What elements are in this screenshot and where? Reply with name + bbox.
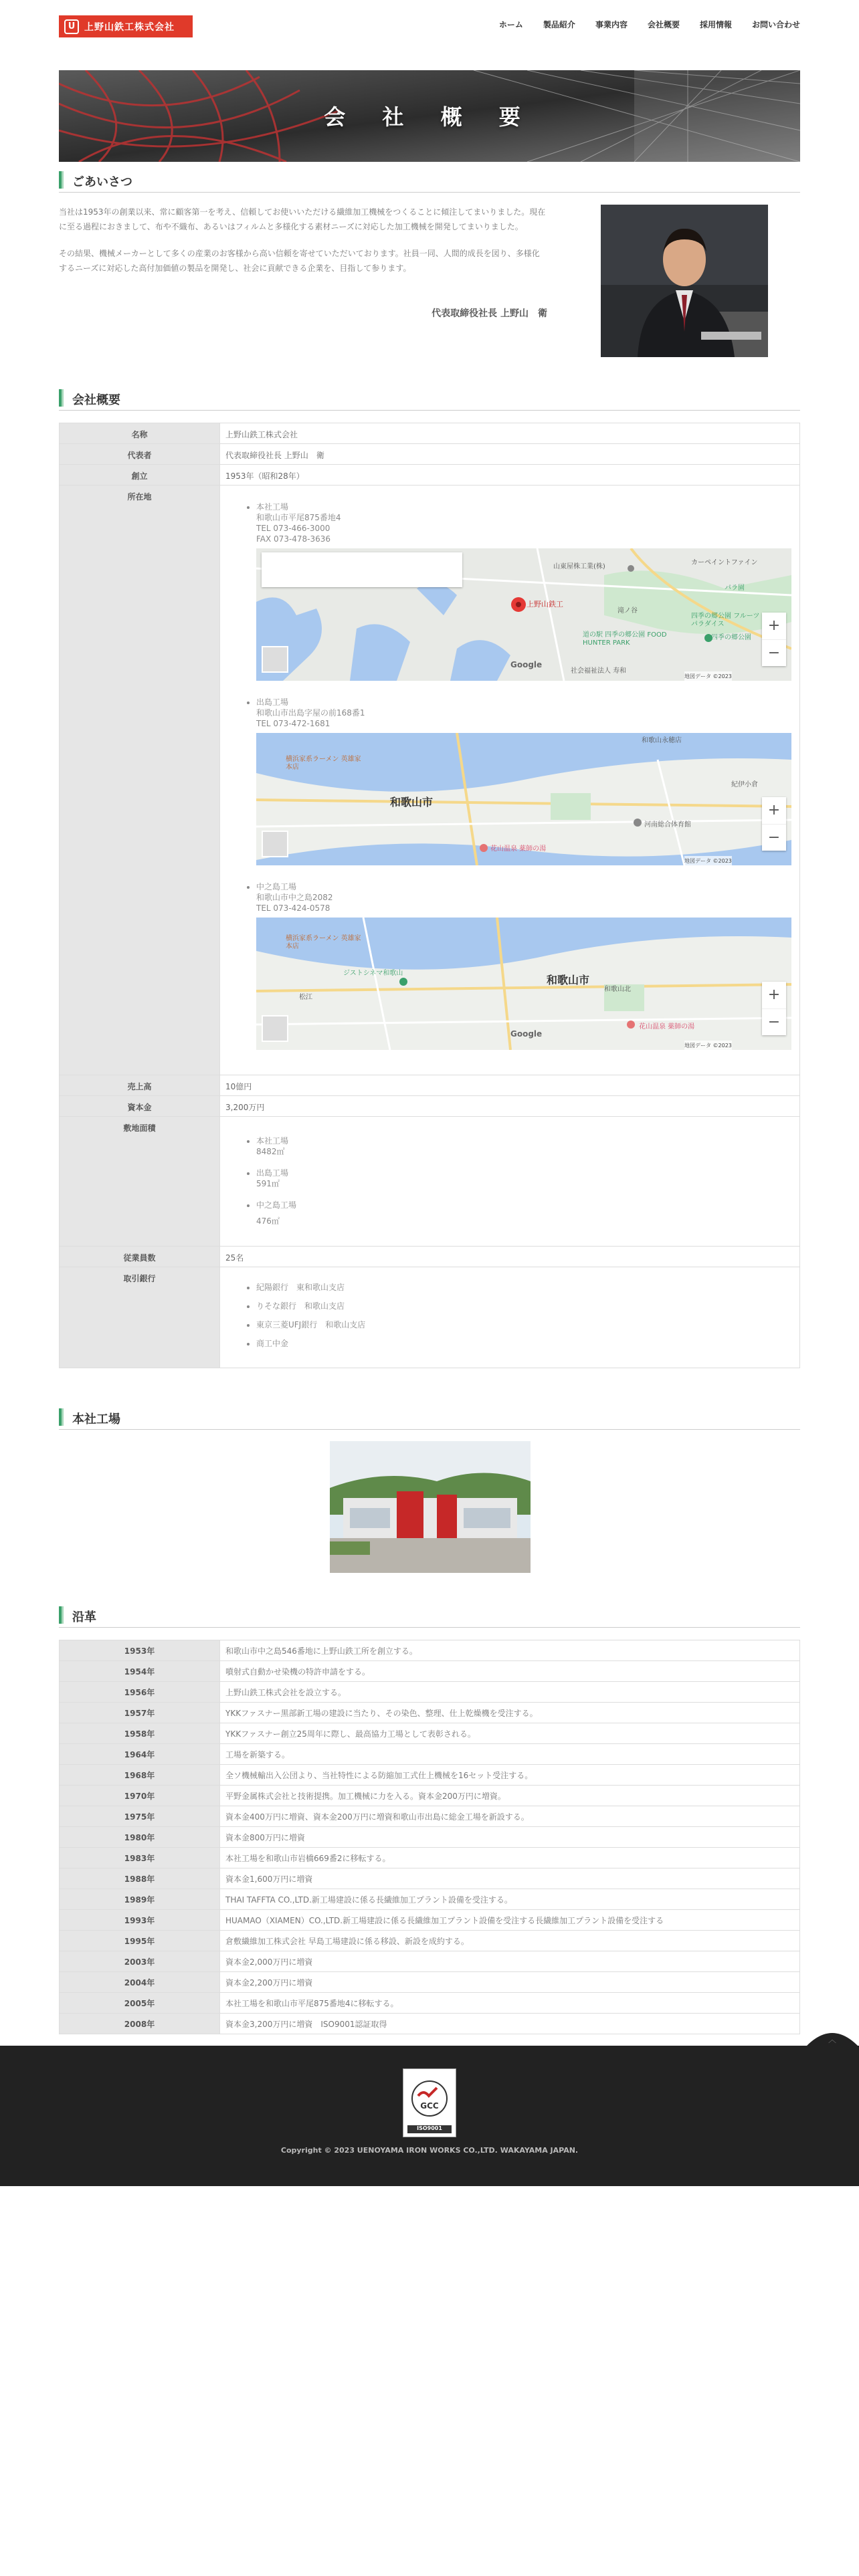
main-nav bbox=[499, 19, 800, 30]
greeting-paragraph-2: その結果、機械メーカーとして多くの産業のお客様から高い信頼を寄せていただいております。社員一同、人間的成長を図り、多様化するニーズに対応した高付加価値の製品を開発し、社会に貢献できる企業を、目指して参ります。 bbox=[59, 249, 540, 273]
history-year: 2008年 bbox=[60, 2014, 220, 2034]
history-event: 和歌山市中之島546番地に上野山鉄工所を創立する。 bbox=[220, 1640, 800, 1661]
map-layer-toggle[interactable] bbox=[262, 1015, 288, 1042]
location-address: 和歌山市出島字屋の前168番1 bbox=[256, 708, 365, 718]
row-value: 代表取締役社長 上野山 衛 bbox=[220, 444, 800, 465]
row-value: 1953年（昭和28年） bbox=[220, 465, 800, 486]
history-year: 1968年 bbox=[60, 1765, 220, 1786]
iso-text: ISO9001 bbox=[417, 2125, 442, 2131]
row-value: 10億円 bbox=[220, 1075, 800, 1096]
nav-products[interactable]: 製品紹介 bbox=[543, 20, 575, 29]
history-year: 1970年 bbox=[60, 1786, 220, 1806]
site-area-item bbox=[256, 1200, 794, 1226]
heading-accent-bar-light bbox=[62, 1606, 64, 1624]
google-logo: Google bbox=[510, 1029, 543, 1039]
table-row bbox=[60, 1247, 800, 1267]
history-row bbox=[60, 2014, 800, 2034]
map-label: 横浜家系ラーメン 英雄家 本店 bbox=[286, 935, 361, 950]
history-year: 1989年 bbox=[60, 1889, 220, 1910]
history-event: YKKファスナー創立25周年に際し、最高協力工場として表彰される。 bbox=[220, 1723, 800, 1744]
history-year: 1988年 bbox=[60, 1868, 220, 1889]
history-event: 資本金2,200万円に増資 bbox=[220, 1972, 800, 1993]
zoom-in-button[interactable]: + bbox=[767, 617, 781, 634]
greeting-paragraph-1: 当社は1953年の創業以来、常に顧客第一を考え、信頼してお使いいただける繊維加工機械をつくることに傾注してまいりました。現在に至る過程におきまして、布や不織布、あるいはフィルムと多様化する素材ニーズに対応した加工機械を開発してまいりました。 bbox=[59, 207, 546, 231]
location-address: 和歌山市中之島2082 bbox=[256, 893, 333, 902]
location-item bbox=[256, 697, 794, 865]
bank-item: • 商工中金 bbox=[256, 1338, 794, 1349]
history-row bbox=[60, 1703, 800, 1723]
history-event: 資本金1,600万円に増資 bbox=[220, 1868, 800, 1889]
row-label: 資本金 bbox=[60, 1096, 220, 1117]
map-label: 松江 bbox=[299, 994, 312, 1001]
history-event: 全ソ機械輸出入公団より、当社特性による防縮加工式仕上機械を16セット受注する。 bbox=[220, 1765, 800, 1786]
history-row bbox=[60, 1786, 800, 1806]
map-pin-label: 上野山鉄工 bbox=[527, 600, 563, 609]
history-year: 1993年 bbox=[60, 1910, 220, 1931]
factory-title: 本社工場 bbox=[72, 1412, 120, 1426]
history-row bbox=[60, 1827, 800, 1848]
history-year: 1953年 bbox=[60, 1640, 220, 1661]
row-value bbox=[220, 486, 800, 1075]
history-event: 資本金800万円に増資 bbox=[220, 1827, 800, 1848]
location-name: • 出島工場 bbox=[256, 697, 289, 707]
map-label: 和歌山北 bbox=[604, 986, 631, 993]
history-year: 2005年 bbox=[60, 1993, 220, 2014]
history-title: 沿革 bbox=[72, 1610, 96, 1624]
bank-item: • りそな銀行 和歌山支店 bbox=[256, 1301, 794, 1311]
history-year: 1995年 bbox=[60, 1931, 220, 1951]
history-event: HUAMAO（XIAMEN）CO.,LTD.新工場建設に係る長繊維加工プラント設備を受注する長繊維加工プラント設備を受注する bbox=[220, 1910, 800, 1931]
map-zoom-controls bbox=[762, 982, 786, 1035]
company-logo[interactable] bbox=[59, 15, 193, 37]
bank-item: • 東京三菱UFJ銀行 和歌山支店 bbox=[256, 1319, 794, 1330]
site-header bbox=[0, 0, 859, 53]
site-area-item bbox=[256, 1168, 794, 1189]
zoom-out-button[interactable]: − bbox=[762, 824, 786, 851]
greeting-text bbox=[59, 205, 547, 288]
map-attribution: 地図データ ©2023 bbox=[684, 856, 732, 865]
history-row bbox=[60, 1993, 800, 2014]
history-year: 1956年 bbox=[60, 1682, 220, 1703]
bank-item: • 紀陽銀行 東和歌山支店 bbox=[256, 1282, 794, 1293]
map-label: 社会福祉法人 寿和 bbox=[571, 667, 627, 675]
table-row bbox=[60, 465, 800, 486]
map-zoom-controls bbox=[762, 613, 786, 666]
history-event: THAI TAFFTA CO.,LTD.新工場建設に係る長繊維加工プラント設備を受注する。 bbox=[220, 1889, 800, 1910]
greeting-heading bbox=[59, 169, 800, 193]
hero-title: 会 社 概 要 bbox=[324, 104, 535, 130]
bank-list bbox=[225, 1282, 794, 1349]
logo-mark-icon: U bbox=[64, 19, 79, 34]
nav-contact[interactable]: お問い合わせ bbox=[751, 20, 800, 29]
history-event: 資本金3,200万円に増資 ISO9001認証取得 bbox=[220, 2014, 800, 2034]
overview-table bbox=[59, 423, 800, 1368]
location-fax: FAX 073-478-3636 bbox=[256, 534, 331, 544]
history-row bbox=[60, 1806, 800, 1827]
factory-photo bbox=[330, 1441, 531, 1573]
history-row bbox=[60, 1661, 800, 1682]
map-label: 横浜家系ラーメン 英雄家 本店 bbox=[286, 756, 361, 771]
overview-heading bbox=[59, 387, 800, 411]
map-label: 紀伊小倉 bbox=[731, 781, 758, 788]
history-row bbox=[60, 1931, 800, 1951]
history-row bbox=[60, 1723, 800, 1744]
row-label: 取引銀行 bbox=[60, 1267, 220, 1368]
history-year: 1980年 bbox=[60, 1827, 220, 1848]
table-row bbox=[60, 444, 800, 465]
row-value: 25名 bbox=[220, 1247, 800, 1267]
row-label: 従業員数 bbox=[60, 1247, 220, 1267]
location-tel: TEL 073-466-3000 bbox=[256, 524, 330, 533]
google-logo: Google bbox=[510, 660, 543, 669]
table-row-banks bbox=[60, 1267, 800, 1368]
table-row bbox=[60, 1075, 800, 1096]
map-label: 花山温泉 薬師の湯 bbox=[490, 845, 547, 853]
map-layer-toggle[interactable] bbox=[262, 646, 288, 673]
history-event: 平野金属株式会社と技術提携。加工機械に力を入る。資本金200万円に増資。 bbox=[220, 1786, 800, 1806]
history-heading bbox=[59, 1604, 800, 1628]
map-label: カーペイントファイン bbox=[691, 559, 758, 566]
history-year: 2003年 bbox=[60, 1951, 220, 1972]
map-label: 滝ノ谷 bbox=[617, 607, 638, 615]
location-item bbox=[256, 502, 794, 681]
zoom-out-button[interactable]: − bbox=[762, 639, 786, 666]
history-year: 1954年 bbox=[60, 1661, 220, 1682]
history-row bbox=[60, 1640, 800, 1661]
history-year: 1957年 bbox=[60, 1703, 220, 1723]
zoom-out-button[interactable]: − bbox=[762, 1008, 786, 1035]
history-year: 1964年 bbox=[60, 1744, 220, 1765]
map-label: 道の駅 四季の郷公園 FOOD HUNTER PARK bbox=[583, 631, 667, 647]
history-event: 工場を新築する。 bbox=[220, 1744, 800, 1765]
overview-title: 会社概要 bbox=[72, 393, 120, 407]
history-row bbox=[60, 1889, 800, 1910]
zoom-in-button[interactable]: + bbox=[767, 986, 781, 1003]
location-item bbox=[256, 881, 794, 1050]
nav-company[interactable]: 会社概要 bbox=[647, 20, 680, 29]
president-signature: 代表取締役社長 上野山 衛 bbox=[432, 308, 547, 319]
row-value: 3,200万円 bbox=[220, 1096, 800, 1117]
row-label: 所在地 bbox=[60, 486, 220, 1075]
row-label: 創立 bbox=[60, 465, 220, 486]
site-name: • 本社工場 bbox=[256, 1136, 289, 1146]
map-zoom-controls bbox=[762, 797, 786, 851]
nav-home[interactable]: ホーム bbox=[498, 20, 523, 29]
site-area: 591㎡ bbox=[256, 1179, 280, 1188]
google-map-nakanoshima[interactable] bbox=[256, 918, 791, 1050]
map-city-label: 和歌山市 bbox=[547, 974, 590, 986]
site-area: 8482㎡ bbox=[256, 1147, 285, 1156]
history-event: 資本金2,000万円に増資 bbox=[220, 1951, 800, 1972]
gcc-text: GCC bbox=[420, 2101, 439, 2111]
map-attribution: 地図データ ©2023 bbox=[684, 671, 732, 681]
map-label: 四季の郷公園 フルーツパラダイス bbox=[691, 613, 760, 628]
site-area-list bbox=[225, 1136, 794, 1226]
president-portrait bbox=[601, 205, 768, 357]
history-year: 1983年 bbox=[60, 1848, 220, 1868]
history-event: 資本金400万円に増資、資本金200万円に増資和歌山市出島に総金工場を新設する。 bbox=[220, 1806, 800, 1827]
history-event: 上野山鉄工株式会社を設立する。 bbox=[220, 1682, 800, 1703]
history-table bbox=[59, 1640, 800, 2034]
history-event: 本社工場を和歌山市岩橋669番2に移転する。 bbox=[220, 1848, 800, 1868]
history-year: 1975年 bbox=[60, 1806, 220, 1827]
map-label: 花山温泉 薬師の湯 bbox=[639, 1023, 695, 1031]
map-label: 四季の郷公園 bbox=[711, 634, 751, 641]
row-label: 名称 bbox=[60, 423, 220, 444]
site-area-item bbox=[256, 1136, 794, 1157]
history-event: 本社工場を和歌山市平尾875番地4に移転する。 bbox=[220, 1993, 800, 2014]
location-tel: TEL 073-424-0578 bbox=[256, 903, 330, 913]
greeting-title: ごあいさつ bbox=[72, 175, 132, 189]
gcc-iso-certification-logo bbox=[403, 2068, 456, 2137]
history-row bbox=[60, 1848, 800, 1868]
copyright-text: Copyright © 2023 UENOYAMA IRON WORKS CO.,LTD. WAKAYAMA JAPAN. bbox=[280, 2146, 579, 2155]
history-event: 噴射式自動かせ染機の特許申請をする。 bbox=[220, 1661, 800, 1682]
map-info-card[interactable] bbox=[262, 552, 462, 587]
site-area: 476㎡ bbox=[256, 1216, 280, 1226]
row-value bbox=[220, 1267, 800, 1368]
google-map-headquarters[interactable] bbox=[256, 548, 791, 681]
heading-accent-bar-light bbox=[62, 1408, 64, 1426]
row-label: 敷地面積 bbox=[60, 1117, 220, 1247]
map-label: 山東屋株工業(株) bbox=[553, 563, 605, 570]
history-year: 2004年 bbox=[60, 1972, 220, 1993]
zoom-in-button[interactable]: + bbox=[767, 802, 781, 819]
history-row bbox=[60, 1765, 800, 1786]
location-name: • 中之島工場 bbox=[256, 882, 297, 891]
history-event: 倉敷繊維加工株式会社 早島工場建設に係る移設、新設を成約する。 bbox=[220, 1931, 800, 1951]
location-tel: TEL 073-472-1681 bbox=[256, 719, 330, 728]
history-row bbox=[60, 1910, 800, 1931]
map-city-label: 和歌山市 bbox=[390, 796, 434, 809]
logo-text: 上野山鉄工株式会社 bbox=[84, 21, 175, 33]
factory-heading bbox=[59, 1406, 800, 1430]
history-event: YKKファスナー黒部新工場の建設に当たり、その染色、整理、仕上乾燥機を受注する。 bbox=[220, 1703, 800, 1723]
hero-banner bbox=[59, 70, 800, 162]
row-label: 代表者 bbox=[60, 444, 220, 465]
location-list bbox=[225, 502, 794, 1050]
table-row bbox=[60, 423, 800, 444]
row-value: 上野山鉄工株式会社 bbox=[220, 423, 800, 444]
row-value bbox=[220, 1117, 800, 1247]
table-row bbox=[60, 1096, 800, 1117]
chevron-up-icon: ︿ bbox=[828, 2035, 837, 2044]
map-label: パラ園 bbox=[725, 584, 745, 592]
history-row bbox=[60, 1951, 800, 1972]
history-row bbox=[60, 1744, 800, 1765]
map-layer-toggle[interactable] bbox=[262, 831, 288, 857]
back-to-top-button[interactable] bbox=[806, 2026, 858, 2046]
heading-accent-bar-light bbox=[62, 389, 64, 407]
history-row bbox=[60, 1868, 800, 1889]
table-row-site-area bbox=[60, 1117, 800, 1247]
map-label: 和歌山永穂店 bbox=[642, 737, 682, 744]
heading-accent-bar-light bbox=[62, 171, 64, 189]
map-label: 河南総合体育館 bbox=[644, 821, 691, 829]
history-row bbox=[60, 1972, 800, 1993]
nav-business[interactable]: 事業内容 bbox=[595, 20, 628, 29]
map-label: ジストシネマ和歌山 bbox=[343, 970, 403, 977]
nav-recruit[interactable]: 採用情報 bbox=[699, 20, 732, 29]
history-year: 1958年 bbox=[60, 1723, 220, 1744]
site-name: • 中之島工場 bbox=[256, 1200, 297, 1210]
table-row-address bbox=[60, 486, 800, 1075]
row-label: 売上高 bbox=[60, 1075, 220, 1096]
location-name: • 本社工場 bbox=[256, 502, 289, 512]
location-address: 和歌山市平尾875番地4 bbox=[256, 513, 341, 522]
map-attribution: 地図データ ©2023 bbox=[684, 1041, 732, 1050]
site-name: • 出島工場 bbox=[256, 1168, 289, 1178]
history-row bbox=[60, 1682, 800, 1703]
google-map-dejima[interactable] bbox=[256, 733, 791, 865]
